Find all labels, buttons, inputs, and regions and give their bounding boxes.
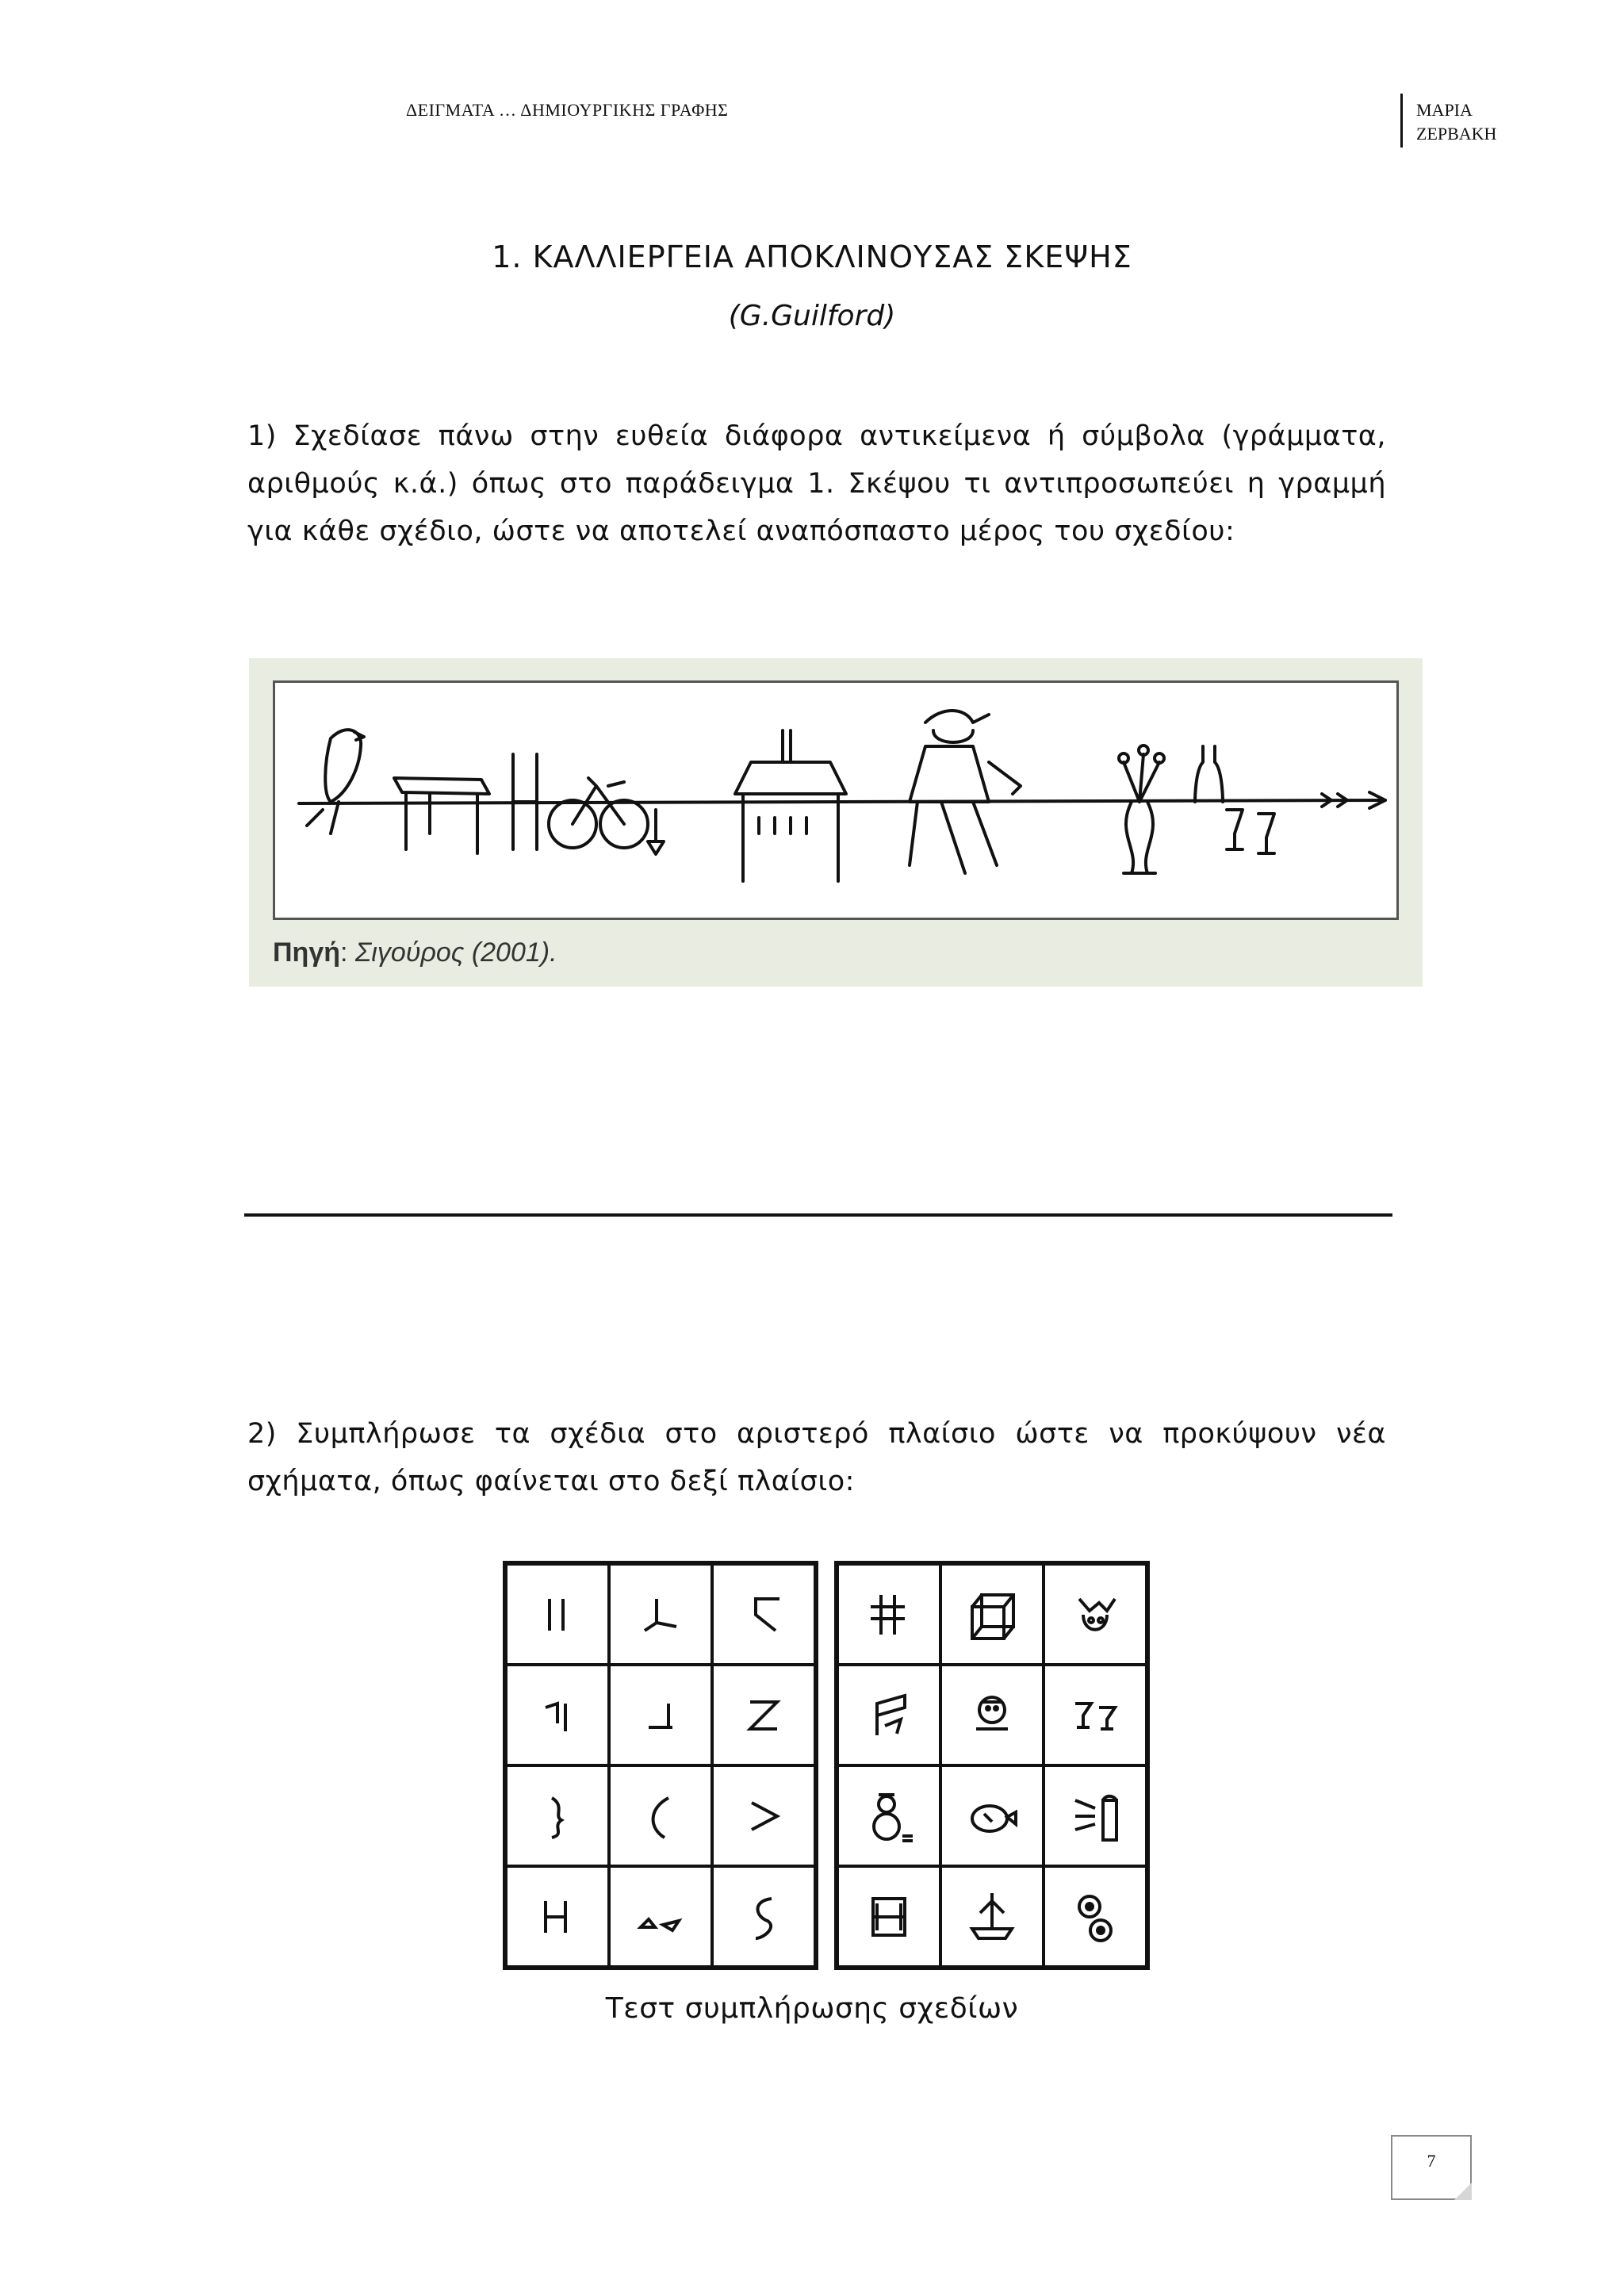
incomplete-drawing — [506, 1564, 609, 1665]
completed-drawing — [837, 1866, 940, 1967]
incomplete-drawing — [712, 1866, 815, 1967]
incomplete-drawing — [609, 1866, 712, 1967]
incomplete-drawing — [506, 1665, 609, 1765]
completed-drawing — [837, 1765, 940, 1866]
incomplete-drawing — [712, 1564, 815, 1665]
completed-drawing — [1044, 1665, 1147, 1765]
header-author — [1416, 98, 1496, 146]
completed-drawing — [1044, 1765, 1147, 1866]
example-drawing — [273, 680, 1399, 920]
incomplete-drawing — [712, 1765, 815, 1866]
incomplete-drawing — [609, 1765, 712, 1866]
incomplete-drawings-grid — [503, 1561, 818, 1970]
incomplete-drawing — [506, 1765, 609, 1866]
completed-drawing — [940, 1665, 1044, 1765]
completed-drawing — [940, 1765, 1044, 1866]
example-figure — [249, 658, 1423, 987]
completed-drawing — [837, 1564, 940, 1665]
exercise-1-text: 1) Σχεδίασε πάνω στην ευθεία διάφορα αντικείμενα ή σύμβολα (γράμματα, αριθμούς κ.ά.) όπως στο παράδειγμα 1. Σκέψου τι αντιπροσωπεύει η γραμμή για κάθε σχέδιο, ώστε να αποτελεί αναπόσπαστο μέρος του σχεδίου: — [247, 420, 1386, 547]
completed-drawing — [940, 1866, 1044, 1967]
figure-2-caption: Τεστ συμπλήρωσης σχεδίων — [605, 1992, 1019, 2025]
completed-drawing — [1044, 1866, 1147, 1967]
section-subtitle: (G.Guilford) — [728, 300, 896, 332]
incomplete-drawing — [506, 1866, 609, 1967]
incomplete-drawing — [712, 1665, 815, 1765]
exercise-2-text: 2) Συμπλήρωσε τα σχέδια στο αριστερό πλαίσιο ώστε να προκύψουν νέα σχήματα, όπως φαίνεται στο δεξί πλαίσιο: — [247, 1418, 1386, 1497]
page-number-box — [1391, 2135, 1472, 2200]
header-title: ΔΕΙΓΜΑΤΑ … ΔΗΜΙΟΥΡΓΙΚΗΣ ΓΡΑΦΗΣ — [406, 100, 729, 120]
line-drawings-illustration — [275, 683, 1396, 918]
incomplete-drawing — [609, 1665, 712, 1765]
source-text: Σιγούρος (2001). — [354, 937, 557, 968]
page-curl-decoration — [1454, 2183, 1472, 2200]
completed-drawing — [1044, 1564, 1147, 1665]
source-label: Πηγή — [273, 937, 340, 968]
completed-drawing — [940, 1564, 1044, 1665]
section-title: 1. ΚΑΛΛΙΕΡΓΕΙΑ ΑΠΟΚΛΙΝΟΥΣΑΣ ΣΚΕΨΗΣ — [492, 240, 1132, 274]
header-author-first: ΜΑΡΙΑ — [1416, 100, 1473, 120]
header-divider — [1400, 94, 1403, 148]
completed-drawings-grid — [834, 1561, 1150, 1970]
incomplete-drawing — [609, 1564, 712, 1665]
drawing-completion-test — [503, 1561, 1153, 1970]
answer-line[interactable] — [244, 1213, 1392, 1217]
header-author-last: ΖΕΡΒΑΚΗ — [1416, 124, 1497, 144]
completed-drawing — [837, 1665, 940, 1765]
figure-source: Πηγή: Σιγούρος (2001). — [273, 937, 557, 968]
page-number: 7 — [1427, 2151, 1436, 2171]
